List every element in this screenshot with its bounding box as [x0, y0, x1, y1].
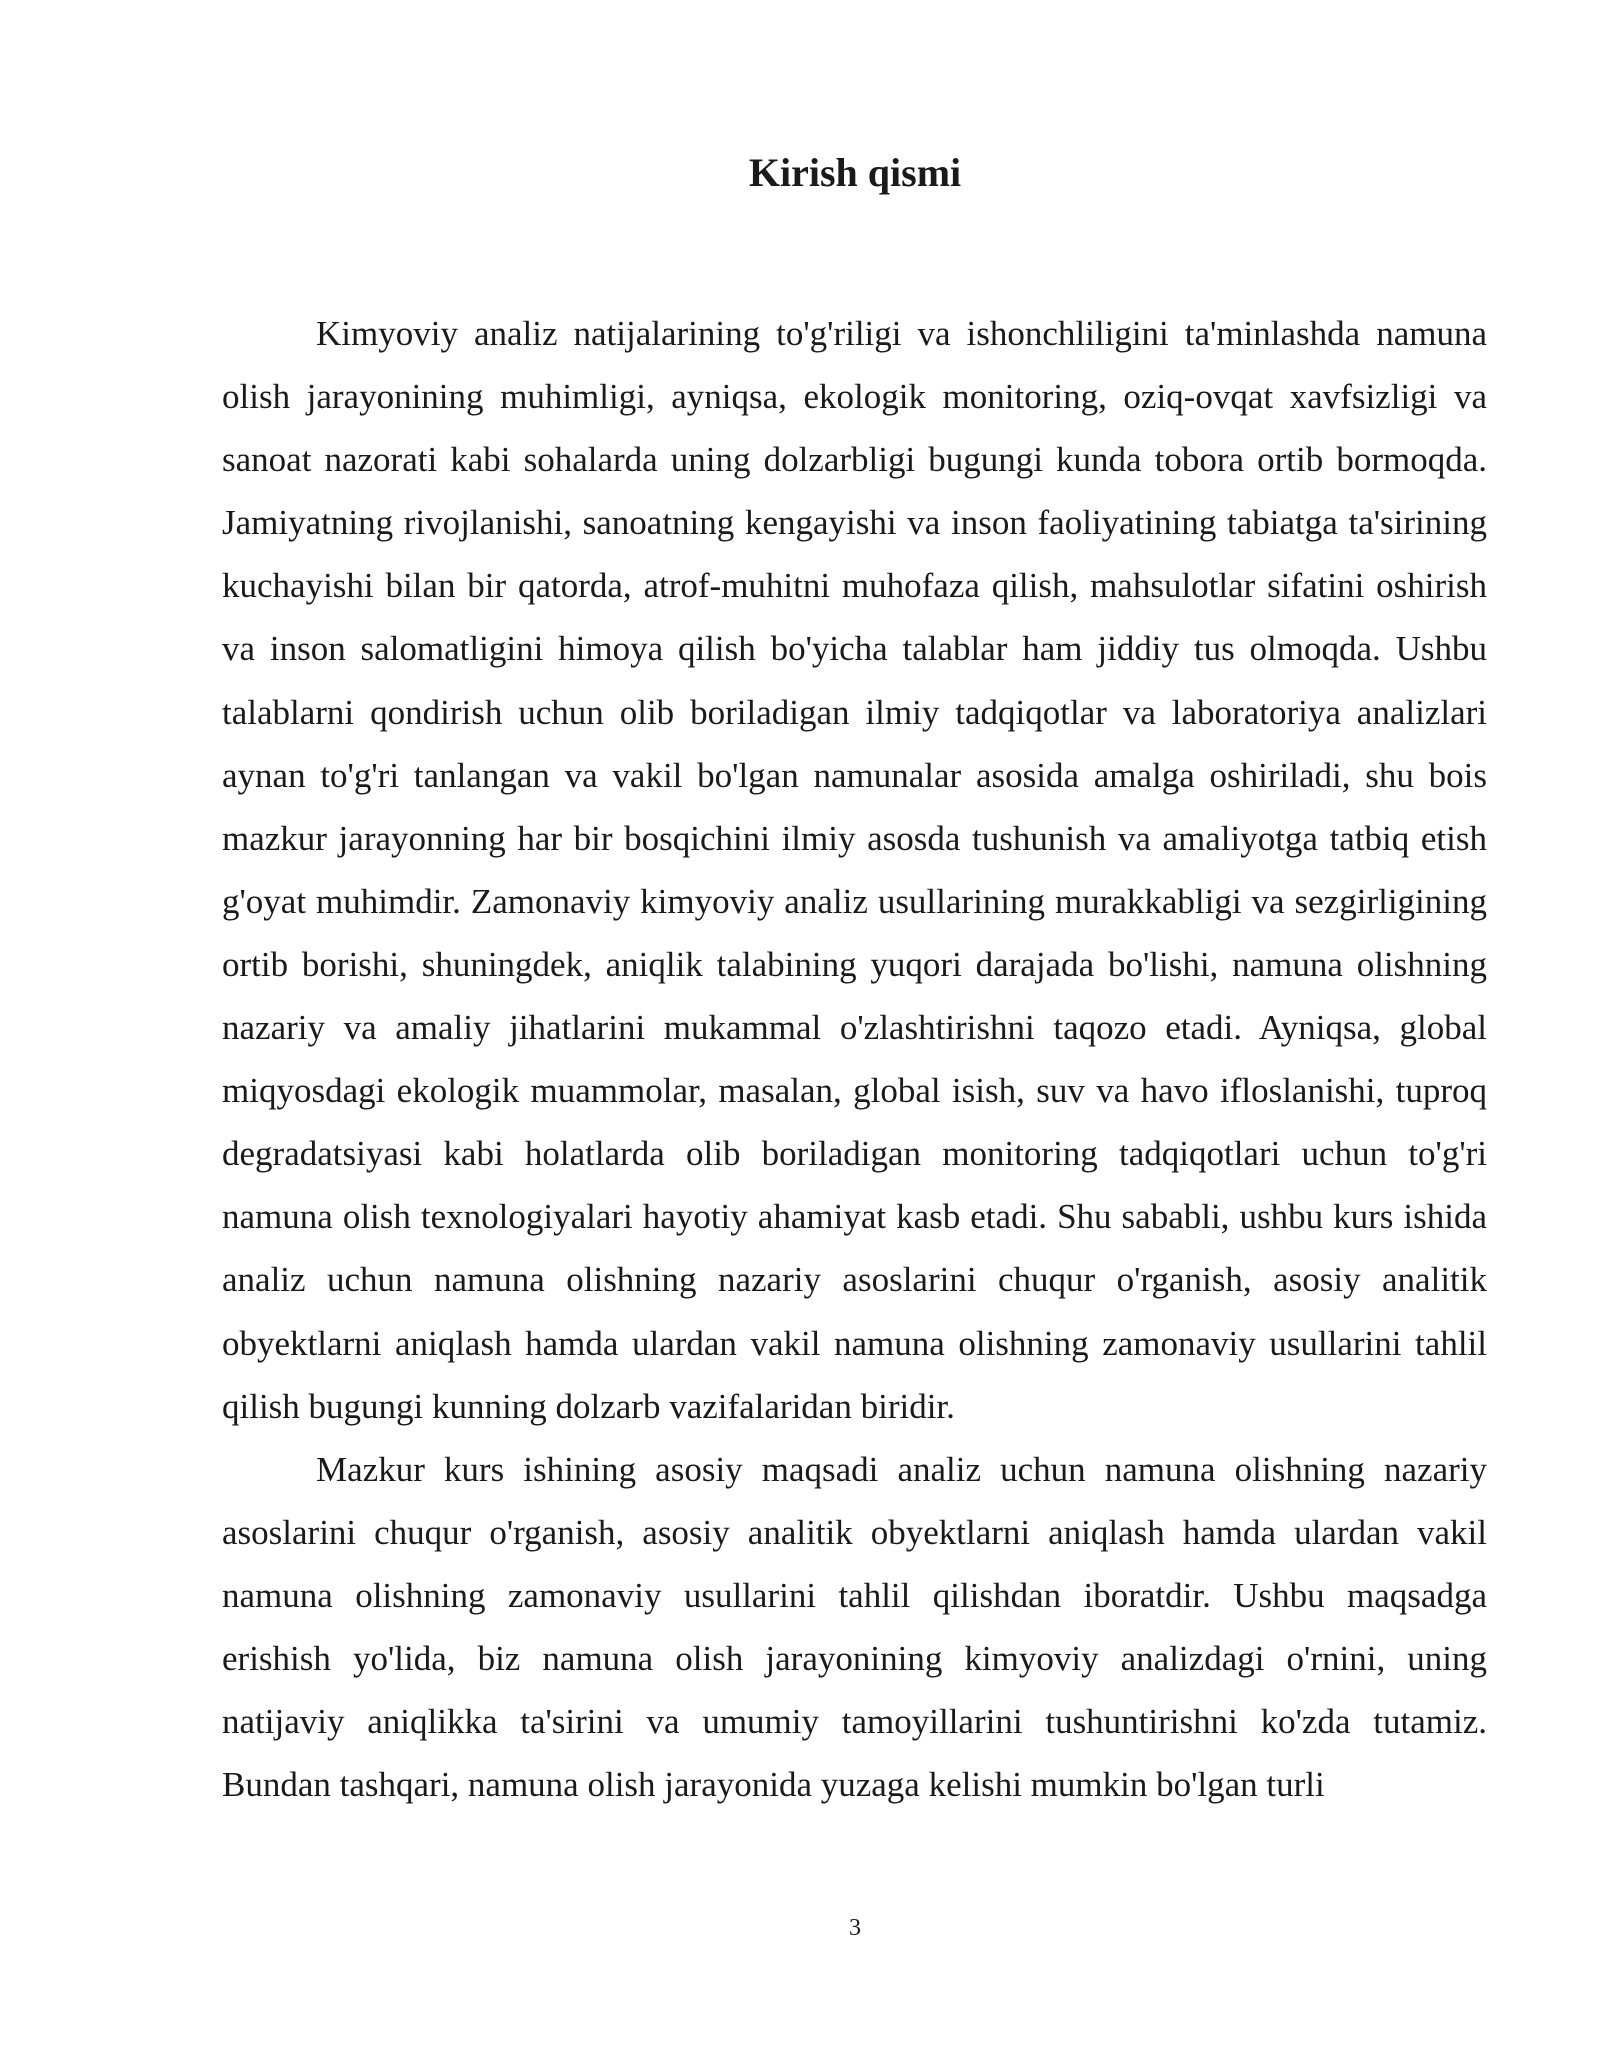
- paragraph-1: Kimyoviy analiz natijalarining to'g'riligi va ishonchliligini ta'minlashda namuna olish jarayonining muhimligi, ayniqsa, ekologik monitoring, oziq-ovqat xavfsizligi va sanoat nazorati kabi sohalarda uning dolzarbligi bugungi kunda tobora ortib bormoqda. Jamiyatning rivojlanishi, sanoatning kengayishi va inson faoliyatining tabiatga ta'sirining kuchayishi bilan bir qatorda, atrof-muhitni muhofaza qilish, mahsulotlar sifatini oshirish va inson salomatligini himoya qilish bo'yicha talablar ham jiddiy tus olmoqda. Ushbu talablarni qondirish uchun olib boriladigan ilmiy tadqiqotlar va laboratoriya analizlari aynan to'g'ri tanlangan va vakil bo'lgan namunalar asosida amalga oshiriladi, shu bois mazkur jarayonning har bir bosqichini ilmiy asosda tushunish va amaliyotga tatbiq etish g'oyat muhimdir. Zamonaviy kimyoviy analiz usullarining murakkabligi va sezgirligining ortib borishi, shuningdek, aniqlik talabining yuqori darajada bo'lishi, namuna olishning nazariy va amaliy jihatlarini mukammal o'zlashtirishni taqozo etadi. Ayniqsa, global miqyosdagi ekologik muammolar, masalan, global isish, suv va havo ifloslanishi, tuproq degradatsiyasi kabi holatlarda olib boriladigan monitoring tadqiqotlari uchun to'g'ri namuna olish texnologiyalari hayotiy ahamiyat kasb etadi. Shu sababli, ushbu kurs ishida analiz uchun namuna olishning nazariy asoslarini chuqur o'rganish, asosiy analitik obyektlarni aniqlash hamda ulardan vakil namuna olishning zamonaviy usullarini tahlil qilish bugungi kunning dolzarb vazifalaridan biridir.: [222, 314, 1487, 1426]
- page-number: 3: [849, 1915, 861, 1941]
- body-text: [222, 302, 1487, 1816]
- page-title: Kirish qismi: [748, 150, 962, 195]
- paragraph-2: Mazkur kurs ishining asosiy maqsadi analiz uchun namuna olishning nazariy asoslarini chuqur o'rganish, asosiy analitik obyektlarni aniqlash hamda ulardan vakil namuna olishning zamonaviy usullarini tahlil qilishdan iboratdir. Ushbu maqsadga erishish yo'lida, biz namuna olish jarayonining kimyoviy analizdagi o'rnini, uning natijaviy aniqlikka ta'sirini va umumiy tamoyillarini tushuntirishni ko'zda tutamiz. Bundan tashqari, namuna olish jarayonida yuzaga kelishi mumkin bo'lgan turli: [222, 1449, 1487, 1805]
